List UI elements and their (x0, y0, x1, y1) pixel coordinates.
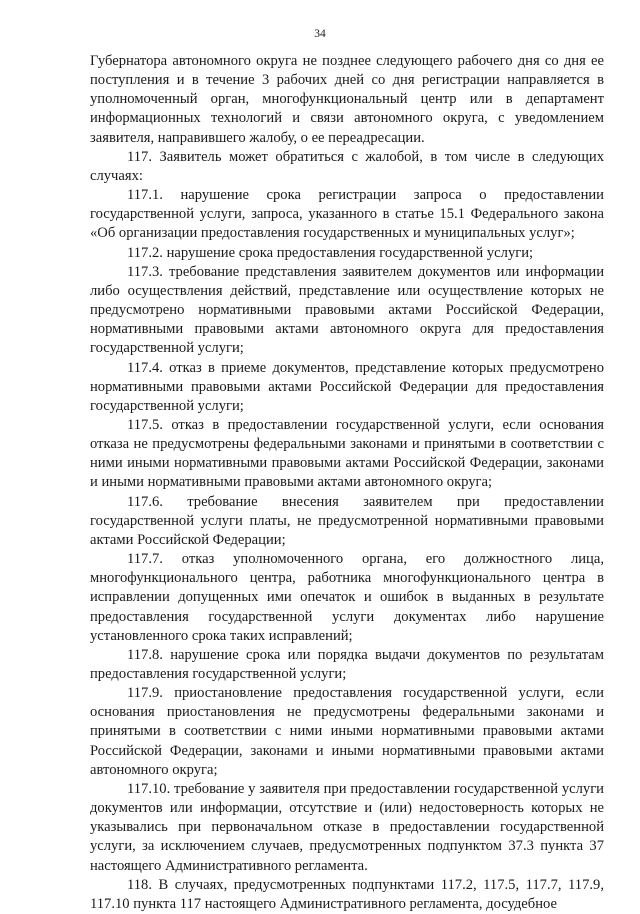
paragraph-117-6: 117.6. требование внесения заявителем при предоставлении государственной услуги платы, не предусмотренной нормативными правовыми актами Российской Федерации; (90, 493, 604, 548)
document-body (90, 52, 604, 914)
paragraph-117-4: 117.4. отказ в приеме документов, представление которых предусмотрено нормативными правовыми актами Российской Федерации для предоставления государственной услуги; (90, 359, 604, 414)
paragraph-117-10: 117.10. требование у заявителя при предоставлении государственной услуги документов или информации, отсутствие и (или) недостоверность которых не указывались при первоначальном отказе в предоставлении государственной услуги, за исключением случаев, предусмотренных подпунктом 37.3 пункта 37 настоящего Административного регламента. (90, 780, 604, 874)
paragraph-118: 118. В случаях, предусмотренных подпунктами 117.2, 117.5, 117.7, 117.9, 117.10 пункта 117 настоящего Административного регламента, досудебное (90, 876, 604, 912)
paragraph-117-9: 117.9. приостановление предоставления государственной услуги, если основания приостановления не предусмотрены федеральными законами и принятыми в соответствии с ними иными нормативными правовыми актами Российской Федерации, законами и иными нормативными правовыми актами автономного округа; (90, 685, 604, 778)
paragraph-continuation: Губернатора автономного округа не позднее следующего рабочего дня со дня ее поступления и в течение 3 рабочих дней со дня регистрации направляется в уполномоченный орган, многофункциональный центр или в департамент информационных технологий и связи автономного округа, с уведомлением заявителя, направившего жалобу, о ее переадресации. (90, 53, 604, 146)
paragraph-117-7: 117.7. отказ уполномоченного органа, его должностного лица, многофункционального центра, работника многофункционального центра в исправлении допущенных ими опечаток и ошибок в выданных в результате предоставления государственной услуги документах либо нарушение установленного срока таких исправлений; (90, 551, 604, 644)
paragraph-117-8: 117.8. нарушение срока или порядка выдачи документов по результатам предоставления государственной услуги; (90, 646, 604, 682)
paragraph-117: 117. Заявитель может обратиться с жалобой, в том числе в следующих случаях: (90, 148, 604, 184)
paragraph-117-5: 117.5. отказ в предоставлении государственной услуги, если основания отказа не предусмотрены федеральными законами и принятыми в соответствии с ними иными нормативными правовыми актами Российской Федерации, законами и иными нормативными правовыми актами автономного округа; (90, 416, 604, 491)
page-number: 34 (314, 28, 326, 40)
paragraph-117-1: 117.1. нарушение срока регистрации запроса о предоставлении государственной услуги, запроса, указанного в статье 15.1 Федерального закона «Об организации предоставления государственных и муниципальных услуг»; (90, 187, 604, 242)
paragraph-117-3: 117.3. требование представления заявителем документов или информации либо осуществления действий, представление или осуществление которых не предусмотрено нормативными правовыми актами Российской Федерации, нормативными правовыми актами автономного округа для предоставления государственной услуги; (90, 263, 604, 357)
paragraph-117-2: 117.2. нарушение срока предоставления государственной услуги; (127, 244, 534, 261)
